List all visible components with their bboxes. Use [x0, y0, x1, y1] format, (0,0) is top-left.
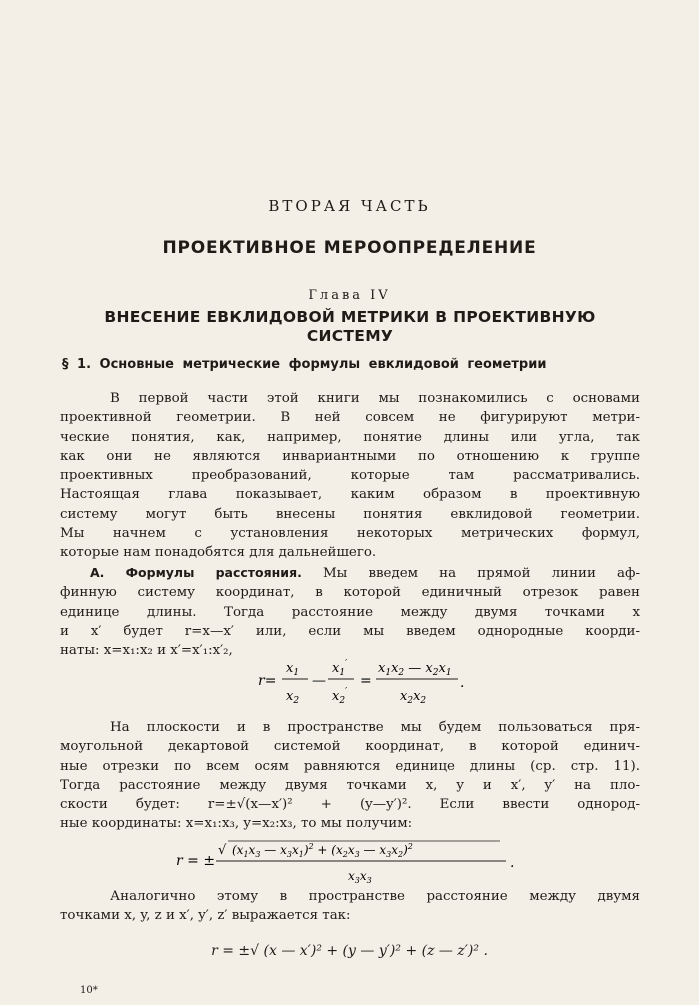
text-line: единице длины. Тогда расстояние между двумя точками x: [60, 604, 640, 620]
text-line: Тогда расстояние между двумя точками x, y и x′, y′ на пло-: [60, 777, 640, 793]
text-line: как они не являются инвариантными по отношению к группе: [60, 448, 640, 464]
text-line: систему могут быть внесены понятия евклидовой геометрии.: [60, 506, 640, 522]
chapter-title-line2: СИСТЕМУ: [306, 327, 394, 345]
svg-text:r = ±: r = ±: [176, 853, 216, 869]
main-heading: ПРОЕКТИВНОЕ МЕРООПРЕДЕЛЕНИЕ: [162, 238, 537, 258]
chapter-title: [60, 308, 640, 346]
subsection-heading: А. Формулы расстояния.: [90, 565, 302, 580]
paragraph-plane-space: [60, 718, 640, 834]
text-line: финную систему координат, в которой единичный отрезок равен: [60, 585, 640, 601]
svg-text:x2: $x_2$: [286, 689, 300, 706]
text-line: ные отрезки по всем осям равняются единице длины (ср. стр. 11).: [60, 758, 640, 774]
text-line: [60, 563, 640, 583]
text-line: которые нам понадобятся для дальнейшего.: [60, 545, 377, 561]
part-title: ВТОРАЯ ЧАСТЬ: [268, 197, 431, 215]
formula-2d-distance: [170, 838, 530, 888]
svg-text:.: .: [460, 675, 465, 691]
text-fragment: Мы введем на прямой линии аф-: [322, 566, 640, 581]
page-number: 10*: [80, 985, 98, 996]
text-line: точками x, y, z и x′, y′, z′ выражается так:: [60, 908, 351, 924]
svg-text:x3x3: $x_3x_3$: [348, 869, 372, 885]
text-line: проективных преобразований, которые там рассматривались.: [60, 468, 640, 484]
svg-text:(x1x3 — x3x1)2 + (x2x3 — x3x2): ($x_1x_3$ — $x_3x_1)^2 + (x_2x_3$ — $x_3x_2)^2$: [232, 842, 413, 859]
text-line: моугольной декартовой системой координат, в которой единич-: [60, 739, 640, 755]
paragraph-intro: [60, 389, 640, 563]
text-line: Мы начнем с установления некоторых метрических формул,: [60, 526, 640, 542]
svg-text:x2x2: $x_2x_2$: [400, 689, 427, 706]
text-line: Аналогично этому в пространстве расстояние между двумя: [110, 889, 640, 904]
text-line: ные координаты: x=x₁:x₃, y=x₂:x₃, то мы получим:: [60, 816, 413, 832]
text-line: В первой части этой книги мы познакомились с основами: [110, 391, 640, 406]
svg-text:x2′: $x_2'$: [332, 687, 348, 706]
svg-text:x1: $x_1$: [286, 661, 300, 678]
paragraph-distance-formulas: [60, 563, 640, 660]
svg-text:x1′: $x_1'$: [332, 659, 348, 678]
svg-text:—: —: [312, 673, 326, 689]
text-line: скости будет: r=±√(x—x′)² + (y—y′)². Если ввести однород-: [60, 797, 640, 813]
text-line: и x′ будет r=x—x′ или, если мы введем однородные коорди-: [60, 623, 640, 639]
text-line: ческие понятия, как, например, понятие длины или угла, так: [60, 429, 640, 445]
formula-1d-distance: [250, 652, 470, 710]
paragraph-space-distance: [60, 887, 640, 926]
chapter-title-line1: ВНЕСЕНИЕ ЕВКЛИДОВОЙ МЕТРИКИ В ПРОЕКТИВНУЮ: [104, 308, 596, 326]
svg-text:=: =: [360, 673, 372, 689]
svg-text:x1x2 — x2x1: $x_1x_2$ — $x_2x_1$: [378, 661, 452, 678]
text-line: наты: x=x₁:x₂ и x′=x′₁:x′₂,: [60, 643, 233, 659]
chapter-label: Глава IV: [308, 288, 391, 303]
text-line: Настоящая глава показывает, каким образом в проективную: [60, 487, 640, 503]
text-line: проективной геометрии. В ней совсем не фигурируют метри-: [60, 410, 640, 426]
section-title: § 1. Основные метрические формулы евклидовой геометрии: [62, 357, 547, 372]
svg-text:√: √: [218, 843, 227, 858]
formula-3d-distance: r = ±√ (x — x′)² + (y — y′)² + (z — z′)² .: [211, 943, 488, 959]
svg-text:r=: r=: [258, 673, 277, 689]
text-line: На плоскости и в пространстве мы будем пользоваться пря-: [110, 720, 640, 735]
svg-text:.: .: [510, 855, 515, 871]
